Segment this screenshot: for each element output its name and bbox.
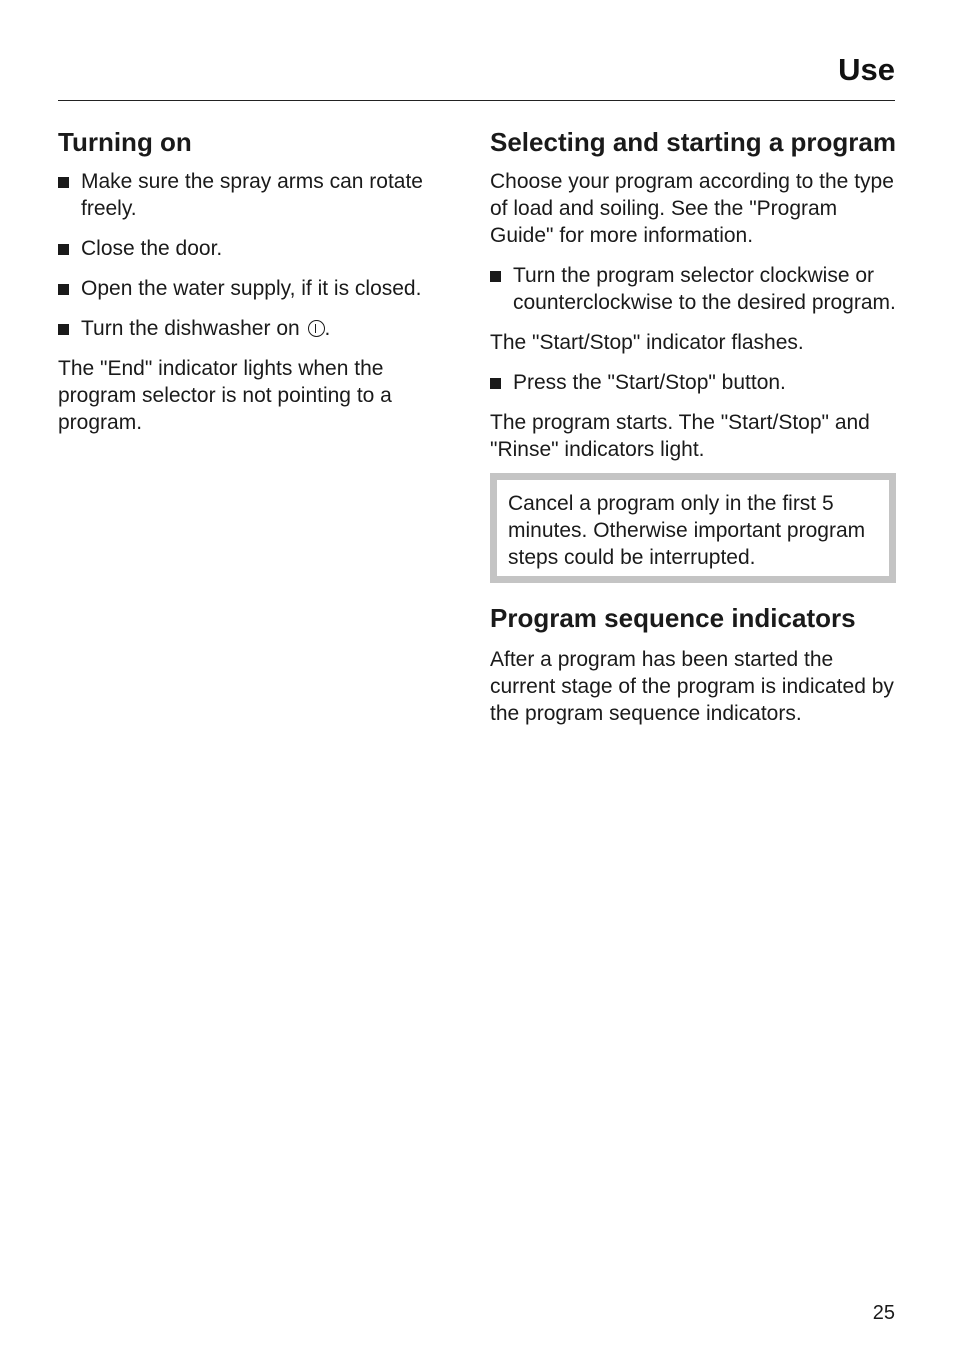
- list-item-text: Make sure the spray arms can rotate freely.: [81, 170, 423, 220]
- list-item: [58, 275, 463, 302]
- selecting-program-heading: Selecting and starting a program: [490, 127, 896, 157]
- cancel-note-text: Cancel a program only in the first 5 minutes. Otherwise important program steps could be interrupted.: [508, 492, 866, 569]
- program-starts-text: The program starts. The "Start/Stop" and "Rinse" indicators light.: [490, 411, 870, 461]
- left-column: [58, 124, 463, 436]
- list-item: [490, 369, 896, 396]
- list-item-text: Close the door.: [81, 237, 223, 260]
- list-item: [58, 315, 463, 342]
- square-bullet-icon: [490, 271, 501, 282]
- list-item-text: Press the "Start/Stop" button.: [513, 371, 786, 394]
- list-item-suffix: .: [324, 317, 331, 340]
- turning-on-steps: [58, 168, 463, 342]
- header-rule: [58, 100, 895, 101]
- turning-on-heading: Turning on: [58, 127, 192, 157]
- square-bullet-icon: [58, 324, 69, 335]
- selector-steps: [490, 262, 896, 316]
- cancel-note-box: [490, 473, 896, 583]
- square-bullet-icon: [58, 284, 69, 295]
- list-item: [58, 168, 463, 222]
- section-title: Use: [838, 52, 895, 87]
- choose-program-text: Choose your program according to the type of load and soiling. See the "Program Guide" for more information.: [490, 170, 894, 247]
- square-bullet-icon: [490, 378, 501, 389]
- program-sequence-heading: Program sequence indicators: [490, 603, 856, 633]
- power-on-icon: [308, 320, 325, 337]
- start-stop-flashes-text: The "Start/Stop" indicator flashes.: [490, 331, 804, 354]
- page-number: 25: [872, 1302, 895, 1324]
- square-bullet-icon: [58, 177, 69, 188]
- end-indicator-text: The "End" indicator lights when the program selector is not pointing to a program.: [58, 357, 392, 434]
- list-item-text: Open the water supply, if it is closed.: [81, 277, 422, 300]
- list-item-text: Turn the program selector clockwise or counterclockwise to the desired program.: [513, 264, 896, 314]
- program-sequence-text: After a program has been started the current stage of the program is indicated by the program sequence indicators.: [490, 648, 894, 725]
- list-item: [58, 235, 463, 262]
- start-steps: [490, 369, 896, 396]
- list-item: [490, 262, 896, 316]
- list-item-text: Turn the dishwasher on: [81, 317, 306, 340]
- right-column: [490, 124, 896, 727]
- square-bullet-icon: [58, 244, 69, 255]
